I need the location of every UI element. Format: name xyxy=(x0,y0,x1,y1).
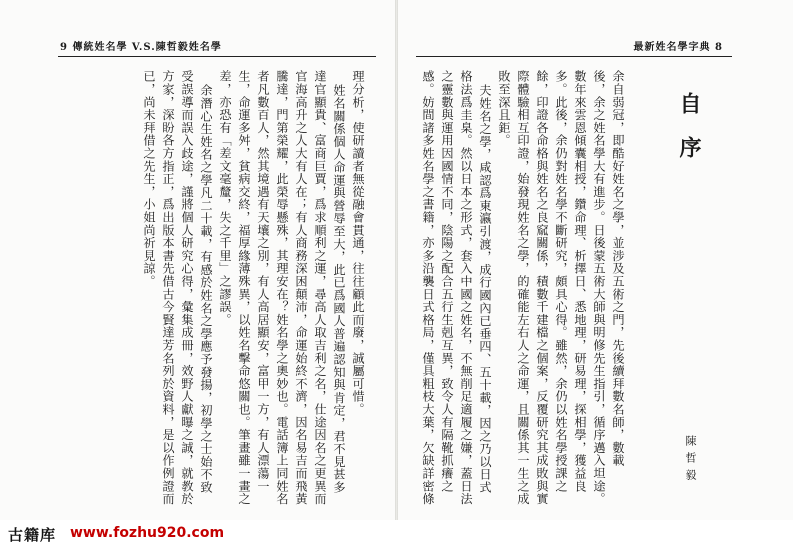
text-column: 者凡數百人，然其境遇有天壤之別，有人高居顯安，富甲一方，有人漂蕩一 xyxy=(256,70,270,493)
text-column: 理分析，使研讀者無從融會貫通，往往顧此而廢，誠屬可惜。 xyxy=(351,70,365,416)
text-column: 數年來雲恩傾囊相授，鑽命理、析擇日、悉地理，研易理，探相學，獲益良 xyxy=(573,70,587,493)
right-header-rule xyxy=(416,56,732,57)
preface-author: 陳哲毅 xyxy=(684,435,697,486)
text-column: 受誤導而誤入歧途，謹將個人研究心得，彙集成冊，效野人獻曝之誠，就教於 xyxy=(180,70,194,506)
text-column: 騰達，門第榮耀，此榮辱懸殊，其理安在？姓名學之奧妙也。電話簿上同姓名 xyxy=(275,70,289,506)
text-column: 感。妨間諸多姓名學之書籍，亦多沿襲日式格局，僅具粗枝大葉，欠缺詳密條 xyxy=(421,70,435,506)
text-column: 多。此後，余仍對姓名學不斷研究，頗具心得。雖然，余仍以姓名學授課之 xyxy=(554,70,568,493)
watermark-url: www.fozhu920.com xyxy=(70,525,225,541)
text-column: 敗至深且鉅。 xyxy=(497,70,511,147)
left-header-rule xyxy=(58,56,376,57)
text-column: 方家，深盼各方指正，爲出版本書先借古今賢達芳名列於資料，是以作例證而 xyxy=(161,70,175,506)
right-running-header: 最新姓名學字典 8 xyxy=(633,42,723,53)
text-column: 余潛心生姓名之學凡二十載，有感於姓名之學應予發揚，初學之士始不致 xyxy=(199,84,213,494)
text-column: 達官顯貴、富商巨賈，爲求順利之運，尋高人取吉利之名，仕途因名之更異而 xyxy=(313,70,327,506)
text-column: 生，命運多舛，貧病交終，福厚緣薄殊異，以姓名擊命悠關也。筆畫雖一畫之 xyxy=(237,70,251,506)
text-column: 際體驗相互印證，始發現姓名之學，的確能左右人之命運，且關係其一生之成 xyxy=(516,70,530,506)
text-column: 余自弱冠，即酷好姓名之學，並涉及五術之門，先後續拜數名師，數載 xyxy=(611,70,625,467)
page-gutter xyxy=(395,0,398,520)
left-running-header: 9 傳統姓名學 V.S.陳哲毅姓名學 xyxy=(60,42,222,53)
text-column: 之靈數與運用因國情不同，陰陽之配合五行生剋互異，致令人有隔靴抓癢之 xyxy=(440,70,454,493)
text-column: 夫姓名之學，咸認爲東瀛引渡，成行國內已垂四、五十載，因之乃以日式 xyxy=(478,84,492,494)
text-column: 餘，印證各命格與姓名之良窳關係，積數千建檔之個案，反覆研究其成敗與實 xyxy=(535,70,549,506)
text-column: 後，余之姓名學大有進步。日後蒙五術大師與明修先生指引，循序邁入坦途。 xyxy=(592,70,606,506)
text-column: 差，亦恐有「差文毫釐，失之千里」之謬誤。 xyxy=(218,70,232,326)
text-column: 已，尚未拜借之先生，小姐尚祈見諒。 xyxy=(142,70,156,288)
preface-title: 自序 xyxy=(676,92,702,180)
text-column: 姓名關係個人命運與營辱至大，此已爲國人普遍認知與肯定，君不見甚多 xyxy=(332,84,346,494)
text-column: 格法爲圭臬。然以日本之形式，套入中國之姓名，不無削足適履之嫌，蓋日法 xyxy=(459,70,473,506)
text-column: 官海高升之人大有人在；有人商務深困顛沛，命運始終不濟，因名易吉而飛黃 xyxy=(294,70,308,506)
watermark-brand: 古籍库 xyxy=(8,526,57,544)
